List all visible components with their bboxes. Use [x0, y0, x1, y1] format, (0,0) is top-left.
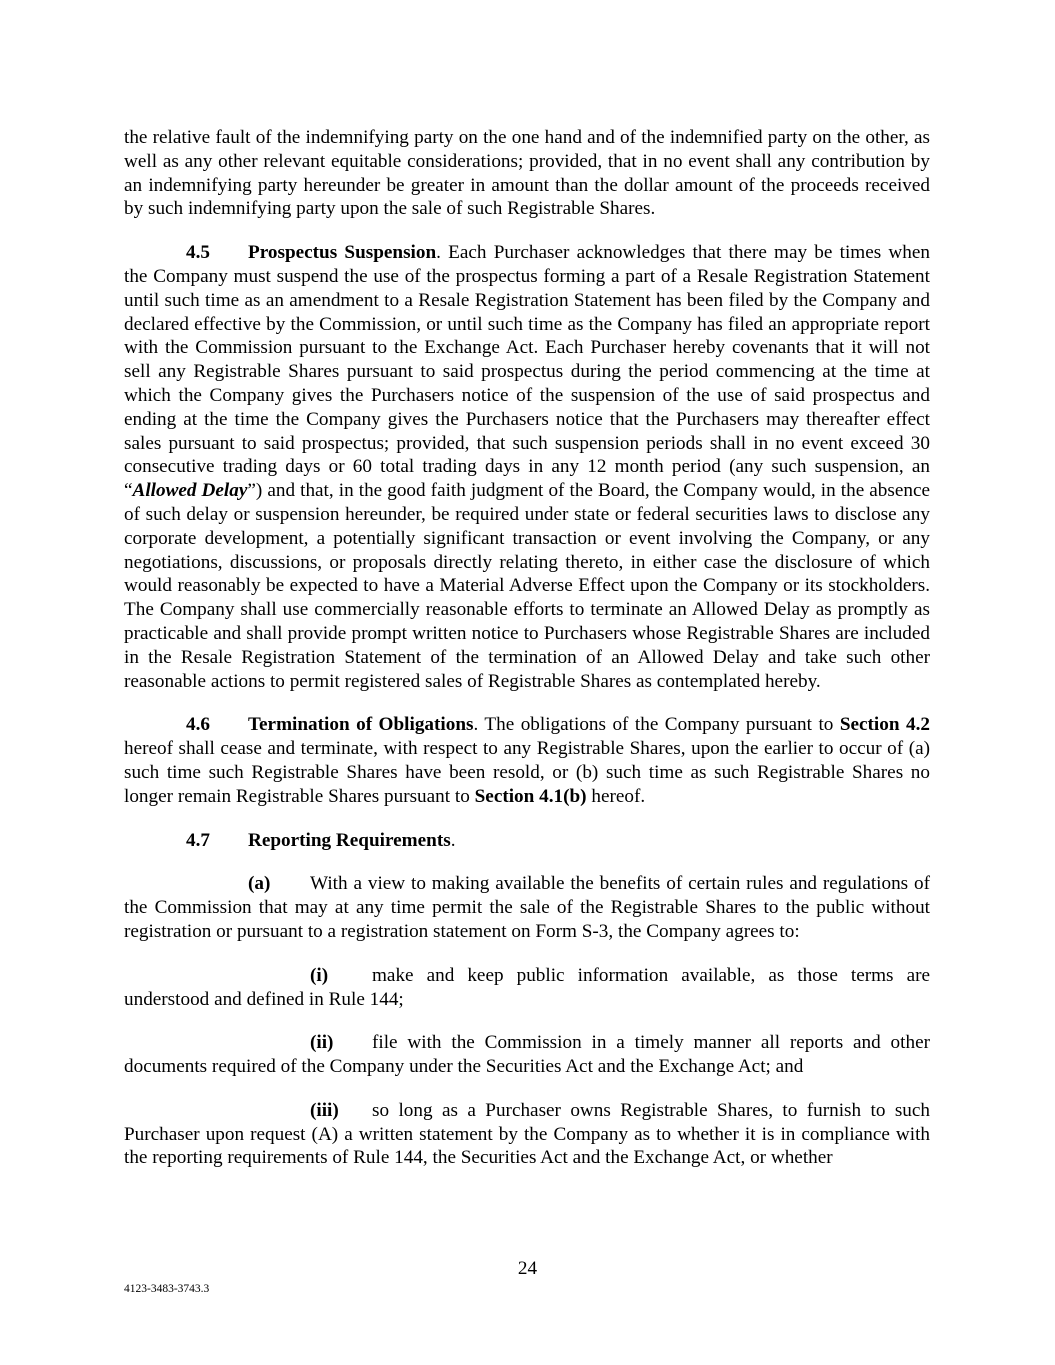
- section-text: hereof shall cease and terminate, with respect to any Registrable Shares, upon the earlier to occur of (a) such time such Registrable Shares have been resold, or (b) such time as such Registrable Shares no longer remain Registrable Shares pursuant to: [124, 738, 930, 807]
- section-text: hereof.: [586, 785, 646, 807]
- section-4-6: [124, 713, 930, 808]
- document-page: [124, 126, 930, 1170]
- section-title: Termination of Obligations: [248, 714, 474, 736]
- subsection-a: [124, 872, 930, 943]
- section-text: . Each Purchaser acknowledges that there may be times when the Company must suspend the use of the prospectus forming a part of a Resale Registration Statement until such time as an amendment to a Resale Registration Statement has been filed by the Company and declared effective by the Commission, or until such time as the Company has filed an appropriate report with the Commission pursuant to the Exchange Act. Each Purchaser hereby covenants that it will not sell any Registrable Shares pursuant to said prospectus during the period commencing at the time at which the Company gives the Purchasers notice of the suspension of the use of said prospectus and ending at the time the Company gives the Purchasers notice that the Purchasers may thereafter effect sales pursuant to said prospectus; provided, that such suspension periods shall in no event exceed 30 consecutive trading days or 60 total trading days in any 12 month period (any such suspension, an “: [124, 242, 930, 502]
- section-title: Reporting Requirements: [248, 829, 451, 851]
- page-number: 24: [517, 1258, 538, 1279]
- section-number: 4.6: [186, 714, 210, 736]
- clause-ii: [124, 1031, 930, 1079]
- clause-text: file with the Commission in a timely manner all reports and other documents required of the Company under the Securities Act and the Exchange Act; and: [124, 1032, 930, 1078]
- section-reference: Section 4.1(b): [474, 785, 587, 807]
- subsection-text: With a view to making available the benefits of certain rules and regulations of the Commission that may at any time permit the sale of the Registrable Shares to the public without registration or pursuant to a registration statement on Form S-3, the Company agrees to:: [124, 873, 930, 942]
- defined-term: Allowed Delay: [132, 480, 248, 502]
- subsection-number: (a): [248, 873, 271, 895]
- clause-number: (ii): [310, 1032, 334, 1054]
- section-4-7: [124, 829, 930, 853]
- clause-i: [124, 964, 930, 1012]
- section-number: 4.5: [186, 242, 210, 264]
- clause-number: (i): [310, 964, 329, 986]
- clause-iii: [124, 1099, 930, 1170]
- section-text: . The obligations of the Company pursuant to: [473, 714, 840, 736]
- document-id: 4123-3483-3743.3: [124, 1283, 210, 1295]
- section-number: 4.7: [186, 829, 210, 851]
- section-4-5: [124, 241, 930, 693]
- clause-text: make and keep public information available, as those terms are understood and defined in Rule 144;: [124, 964, 930, 1010]
- section-reference: Section 4.2: [839, 714, 930, 736]
- clause-text: so long as a Purchaser owns Registrable Shares, to furnish to such Purchaser upon request (A) a written statement by the Company as to whether it is in compliance with the reporting requirements of Rule 144, the Securities Act and the Exchange Act, or whether: [124, 1099, 930, 1169]
- section-text: .: [450, 829, 456, 851]
- clause-number: (iii): [310, 1099, 339, 1121]
- section-text: ”) and that, in the good faith judgment of the Board, the Company would, in the absence of such delay or suspension hereunder, be required under state or federal securities laws to disclose any corporate development, a potentially significant transaction or event involving the Company, or any negotiations, discussions, or proposals directly relating thereto, in either case the disclosure of which would reasonably be expected to have a Material Adverse Effect upon the Company or its stockholders. The Company shall use commercially reasonable efforts to terminate an Allowed Delay as promptly as practicable and shall provide prompt written notice to Purchasers whose Registrable Shares are included in the Resale Registration Statement of the termination of an Allowed Delay and take such other reasonable actions to permit registered sales of Registrable Shares as contemplated hereby.: [124, 480, 930, 692]
- section-title: Prospectus Suspension: [248, 242, 437, 264]
- paragraph-continuation: the relative fault of the indemnifying party on the one hand and of the indemnified party on the other, as well as any other relevant equitable considerations; provided, that in no event shall any contribution by an indemnifying party hereunder be greater in amount than the dollar amount of the proceeds received by such indemnifying party upon the sale of such Registrable Shares.: [124, 127, 930, 220]
